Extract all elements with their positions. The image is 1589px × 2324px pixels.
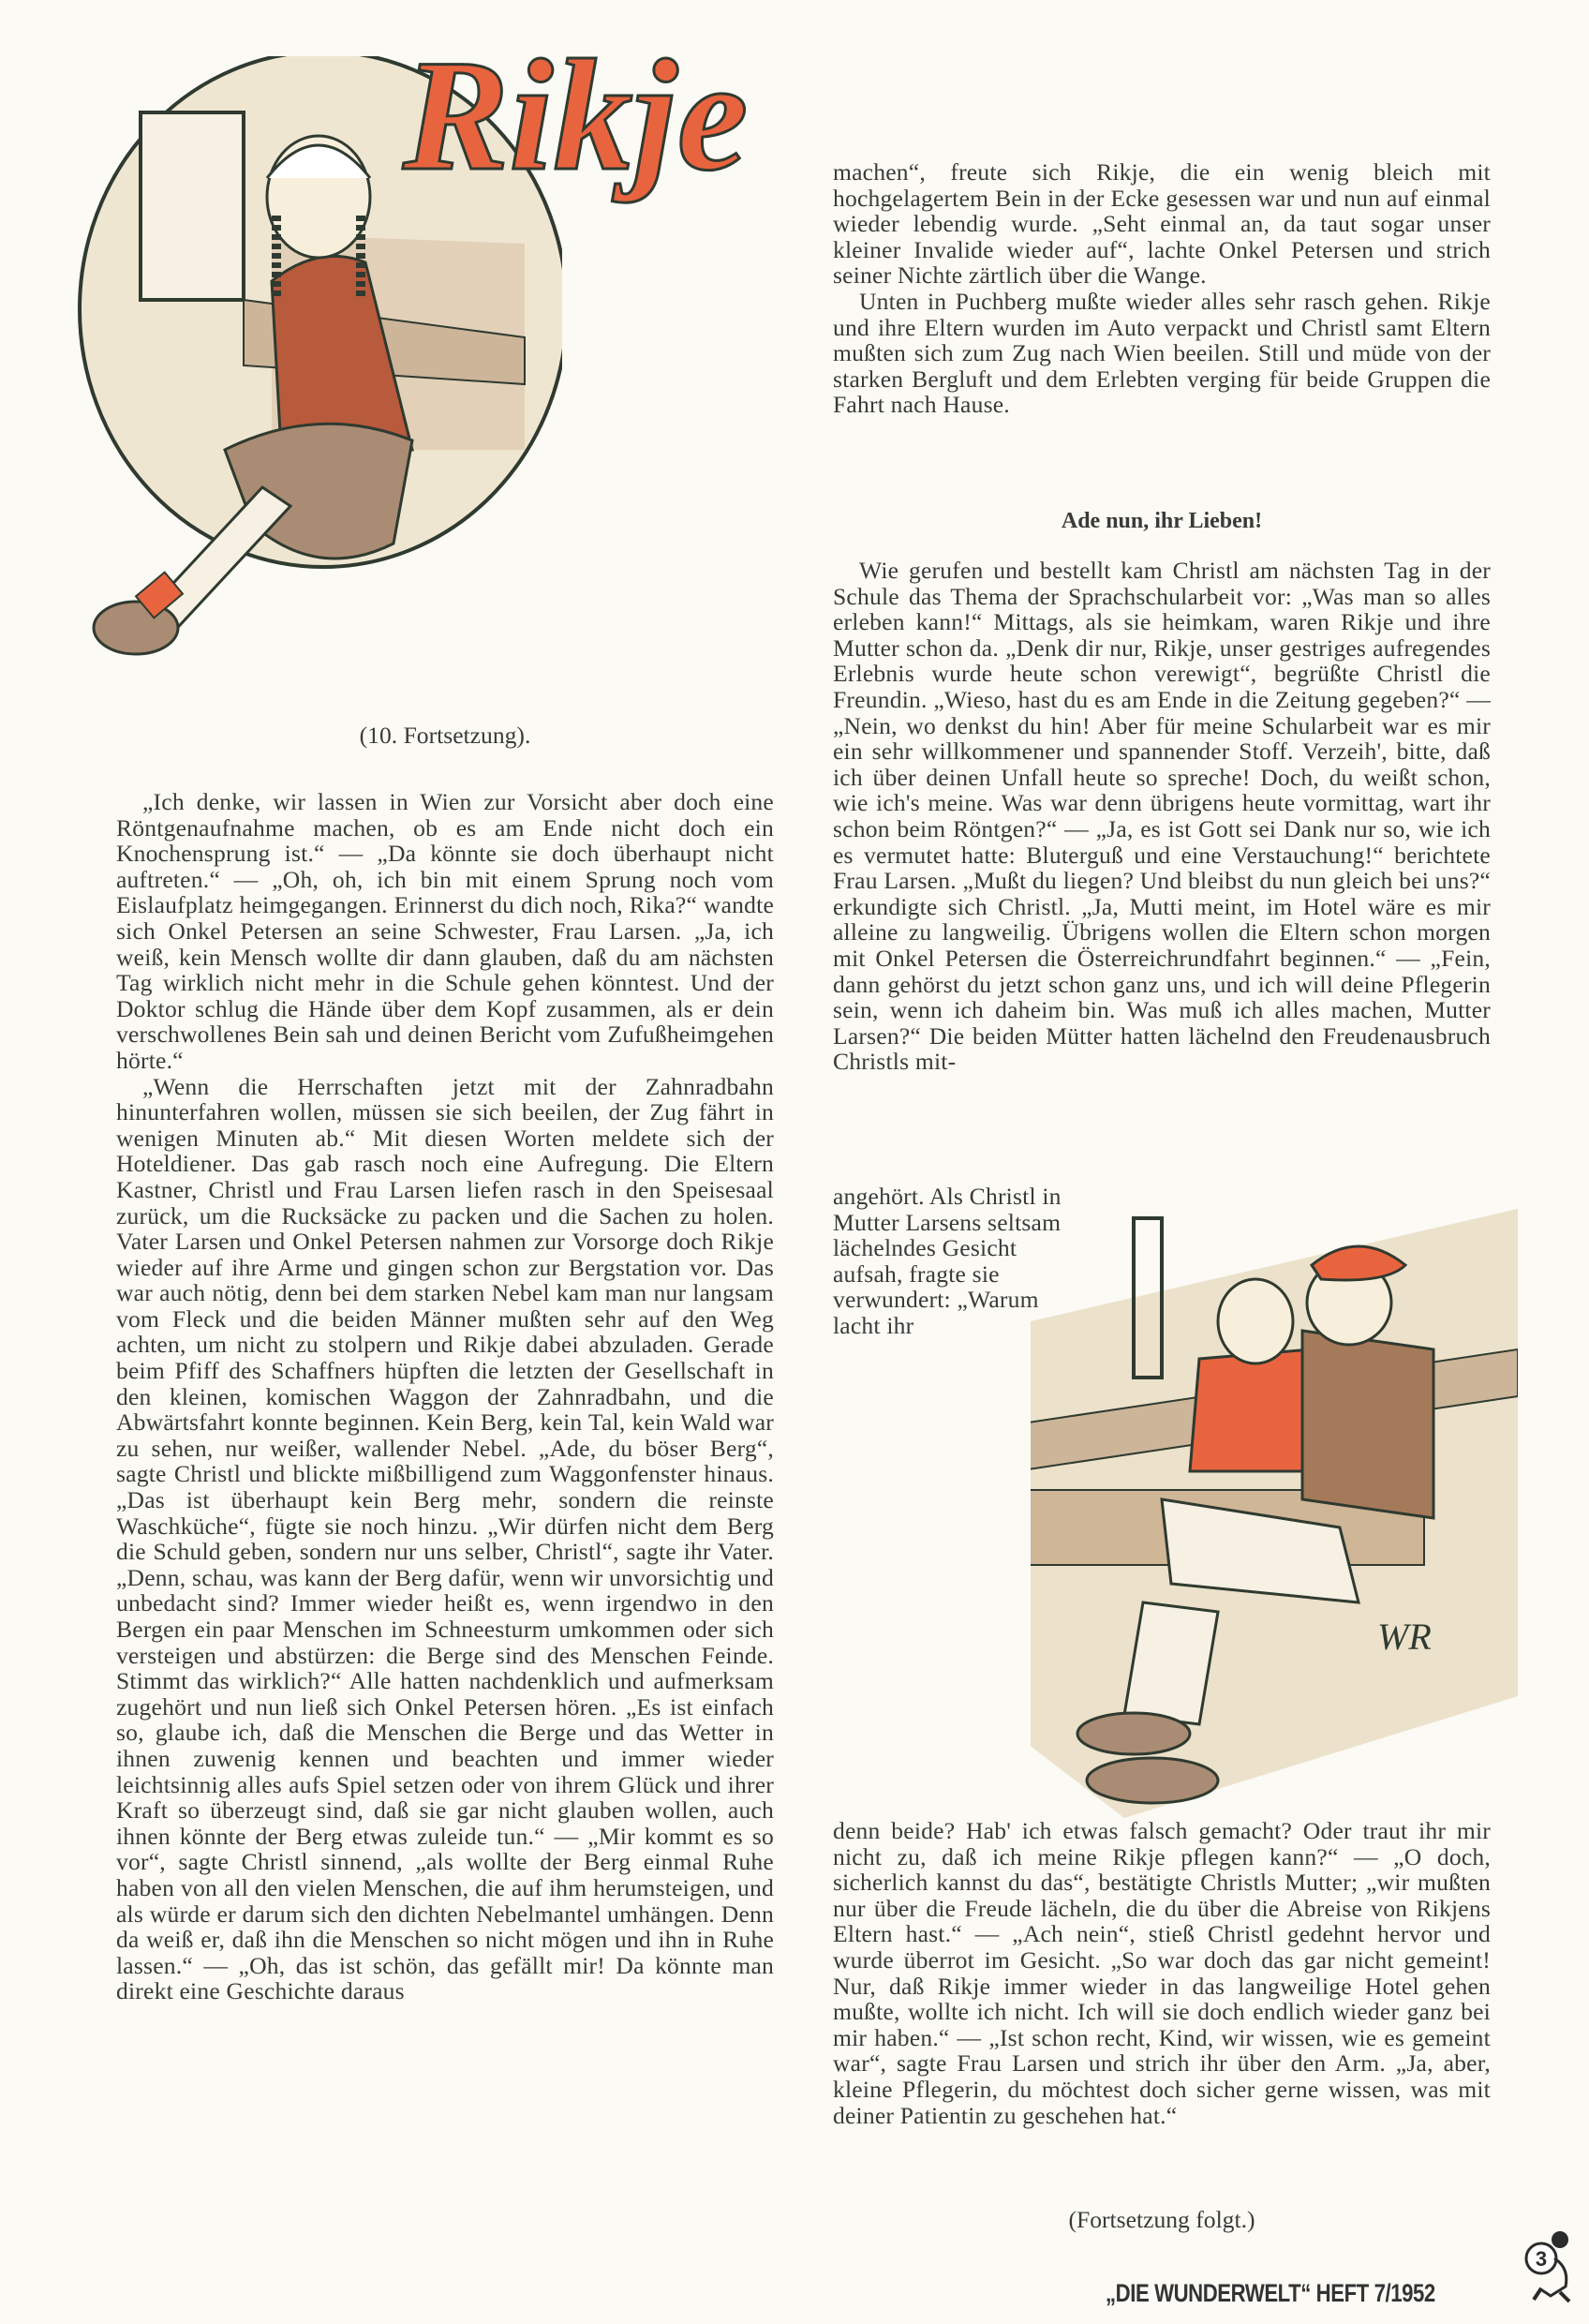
right-column-mid-text <box>833 558 1491 1075</box>
paragraph: angehört. Als Christl in Mutter Larsens seltsam lächelndes Gesicht aufsah, fragte sie verwundert: „Warum lacht ihr <box>833 1183 1062 1339</box>
paragraph: denn beide? Hab' ich etwas falsch gemacht? Oder traut ihr mir nicht zu, daß ich meine Rikje pflegen kann?“ — „O doch, sicherlich kannst du das“, bestätigte Christls Mutter; „wir mußten nur über die Freude lächeln, die du über die Abreise von Rikjens Eltern hast.“ — „Ach nein“, stieß Christl gedehnt hervor und wurde überrot im Gesicht. „So war doch das gar nicht gemeint! Nur, daß Rikje immer wieder in das langweilige Hotel gehen mußte, wollte ich nicht. Ich will sie doch endlich wieder ganz bei mir haben.“ — „Ist schon recht, Kind, wir wissen, wie es gemeint war“, sagte Frau Larsen und strich ihr über den Arm. „Ja, aber, kleine Pflegerin, du möchtest doch sicher gerne wissen, was mit deiner Patientin zu geschehen hat.“ <box>833 1817 1491 2129</box>
left-column-text <box>116 789 774 2004</box>
paragraph: machen“, freute sich Rikje, die ein wenig bleich mit hochgelagertem Bein in der Ecke gesessen war und nun auf einmal wieder lebendig wurde. „Seht einmal an, da taut sogar unser kleiner Invalide wieder auf“, lachte Onkel Petersen und strich seiner Nichte zärtlich über die Wange. <box>833 158 1491 290</box>
installment-label: (10. Fortsetzung). <box>359 722 531 749</box>
story-title <box>394 28 862 216</box>
paragraph: „Ich denke, wir lassen in Wien zur Vorsicht aber doch eine Röntgenaufnahme machen, ob es am Ende nicht doch ein Knochensprung ist.“ — „Da könnte sie doch überhaupt nicht auftreten.“ — „Oh, oh, ich bin mit einem Sprung noch vom Eislaufplatz heimgegangen. Erinnerst du dich noch, Rika?“ wandte sich Onkel Petersen an seine Schwester, Frau Larsen. „Ja, ich weiß, kein Mensch wollte dir dann glauben, daß du am nächsten Tag wirklich nicht mehr in die Schule gehen könntest. Und der Doktor schlug die Hände über dem Kopf zusammen, als er dein verschwollenes Bein sah und deinen Bericht vom Zufußheimgehen hörte.“ <box>116 788 774 1074</box>
artist-signature: WR <box>1377 1616 1432 1658</box>
publication-footer: „DIE WUNDERWELT“ HEFT 7/1952 <box>1106 2279 1435 2307</box>
paragraph: Wie gerufen und bestellt kam Christl am nächsten Tag in der Schule das Thema der Sprachschularbeit vor: „Was man so alles erleben kann!“ Mittags, als sie heimkam, waren Rikje und ihre Mutter schon da. „Denk dir nur, Rikje, unser gestriges aufregendes Erlebnis wurde heute schon verewigt“, begrüßte Christl die Freundin. „Wieso, hast du es am Ende in die Zeitung gegeben?“ — „Nein, wo denkst du hin! Aber für meine Schularbeit war es mir ein sehr willkommener und spannender Stoff. Verzeih', bitte, daß ich über deinen Unfall heute so spreche! Doch, du weißt schon, wie ich's meine. Was war denn übrigens heute vormittag, wart ihr schon beim Röntgen?“ — „Ja, es ist Gott sei Dank nur so, wie ich es vermutet hatte: Bluterguß und eine Verstauchung!“ berichtete Frau Larsen. „Mußt du liegen? Und bleibst du nun gleich bei uns?“ erkundigte sich Christl. „Ja, Mutti meint, im Hotel wäre es mir alleine zu langweilig. Übrigens wollen die Eltern schon morgen mit Onkel Petersen die Österreichrundfahrt beginnen.“ — „Fein, dann gehörst du jetzt schon ganz uns, und ich will deine Pflegerin sein, wenn ich daheim bin. Was muß ich alles machen, Mutter Larsen?“ Die beiden Mütter hatten lächelnd den Freudenausbruch Christls mit- <box>833 557 1491 1076</box>
paragraph: Unten in Puchberg mußte wieder alles sehr rasch gehen. Rikje und ihre Eltern wurden im Auto verpackt und Christl samt Eltern mußten sich zum Zug nach Wien beeilen. Still und müde von der starken Bergluft und dem Erlebten verging für beide Gruppen die Fahrt nach Hause. <box>833 287 1491 419</box>
page-number: 3 <box>1535 2247 1548 2271</box>
svg-text:Rikje: Rikje <box>403 28 749 203</box>
section-heading: Ade nun, ihr Lieben! <box>1061 509 1263 533</box>
continued-label: (Fortsetzung folgt.) <box>1068 2206 1255 2233</box>
two-girls-illustration <box>1031 1209 1518 1818</box>
mouse-mascot-page-number-icon <box>1522 2230 1579 2305</box>
paragraph: „Wenn die Herrschaften jetzt mit der Zahnradbahn hinunterfahren wollen, müssen sie sich beeilen, der Zug fährt in wenigen Minuten ab.“ Mit diesen Worten meldete sich der Hoteldiener. Das gab rasch noch eine Aufregung. Die Eltern Kastner, Christl und Frau Larsen liefen rasch in den Speisesaal zurück, um die Rucksäcke zu packen und die Sachen zu holen. Vater Larsen und Onkel Petersen nahmen zur Vorsorge doch Rikje wieder auf ihre Arme und gingen schon zur Bergstation vor. Das war auch nötig, denn bei dem starken Nebel kam man nur langsam vom Fleck und die beiden Männer mußten sehr auf den Weg achten, um nicht zu stolpern und Rikje dabei abzuladen. Gerade beim Pfiff des Schaffners hüpften die letzten der Gesellschaft in den kleinen, komischen Waggon der Zahnradbahn, und die Abwärtsfahrt konnte beginnen. Kein Berg, kein Tal, kein Wald war zu sehen, nur weißer, wallender Nebel. „Ade, du böser Berg“, sagte Christl und blickte mißbilligend zum Waggonfenster hinaus. „Das ist überhaupt kein Berg mehr, sondern die reinste Waschküche“, fügte sie noch hinzu. „Wir dürfen nicht dem Berg die Schuld geben, sondern nur uns selber, Christl“, sagte ihr Vater. „Denn, schau, was kann der Berg dafür, wenn wir unvorsichtig und unbedacht sind? Immer wieder heißt es, wenn irgendwo in den Bergen ein paar Menschen im Schneesturm umkommen oder sich versteigen und abstürzen: die Berge sind des Menschen Feinde. Stimmt das wirklich?“ Alle hatten nachdenklich und aufmerksam zugehört und nun ließ sich Onkel Petersen hören. „Es ist einfach so, glaube ich, daß die Menschen die Berge und das Wetter in ihnen zuwenig kennen und beachten und immer wieder leichtsinnig alles aufs Spiel setzen oder von ihrem Glück und ihrer Kraft so überzeugt sind, daß sie gar nicht glauben wollen, auch ihnen könnte der Berg etwas zuleide tun.“ — „Mir kommt es so vor“, sagte Christl sinnend, „als wollte der Berg einmal Ruhe haben von all den vielen Menschen, die auf ihm herumsteigen, und als würde er darum sich den dichten Nebelmantel umhängen. Denn da weiß er, daß ihn die Menschen so nicht mögen und ihn in Ruhe lassen.“ — „Oh, das ist schön, das gefällt mir! Da könnte man direkt eine Geschichte daraus <box>116 1072 774 2005</box>
right-column-top-text <box>833 159 1491 418</box>
right-column-bottom-text <box>833 1818 1491 2128</box>
